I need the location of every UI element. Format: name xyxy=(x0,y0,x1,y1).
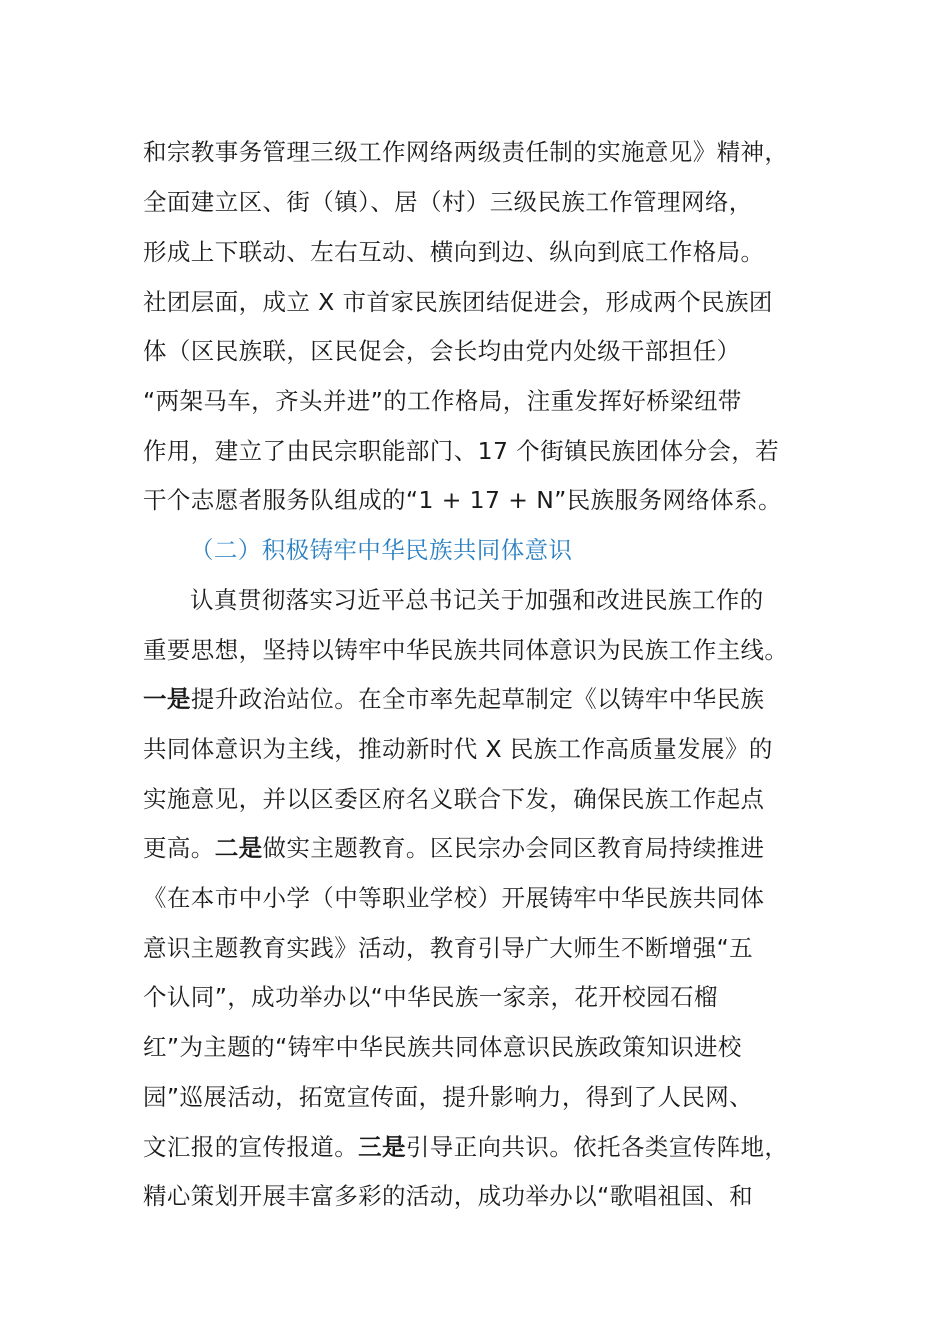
body-text-line: 实施意见，并以区委区府名义联合下发，确保民族工作起点 xyxy=(143,785,765,813)
point-marker-one: 一是 xyxy=(143,685,191,713)
body-text-line xyxy=(143,828,764,868)
point-marker-three: 三是 xyxy=(358,1133,406,1161)
point-marker-two: 二是 xyxy=(214,834,263,862)
body-text-line: 重要思想，坚持以铸牢中华民族共同体意识为民族工作主线。 xyxy=(143,636,789,664)
text-segment: 更高。 xyxy=(143,834,215,862)
body-text-line: 个认同”，成功举办以“中华民族一家亲，花开校园石榴 xyxy=(143,983,718,1011)
body-text-line: 全面建立区、街（镇）、居（村）三级民族工作管理网络， xyxy=(143,188,753,216)
point-text: 做实主题教育。区民宗办会同区教育局持续推进 xyxy=(262,834,765,862)
body-text-line: 共同体意识为主线，推动新时代 X 民族工作高质量发展》的 xyxy=(143,735,773,763)
body-text-line xyxy=(143,679,764,719)
body-text-line: 体（区民族联，区民促会，会长均由党内处级干部担任） xyxy=(143,337,741,365)
section-heading: （二）积极铸牢中华民族共同体意识 xyxy=(190,536,573,564)
body-text-line: “两架马车，齐头并进”的工作格局，注重发挥好桥梁纽带 xyxy=(143,387,742,415)
body-text-line xyxy=(143,1127,788,1167)
point-text: 引导正向共识。依托各类宣传阵地， xyxy=(405,1133,789,1161)
body-text-line: 社团层面，成立 X 市首家民族团结促进会，形成两个民族团 xyxy=(143,288,773,316)
body-text-line: 园”巡展活动，拓宽宣传面，提升影响力，得到了人民网、 xyxy=(143,1083,754,1111)
body-text-line: 作用，建立了由民宗职能部门、17 个街镇民族团体分会，若 xyxy=(143,437,780,465)
point-text: 提升政治站位。在全市率先起草制定《以铸牢中华民族 xyxy=(190,685,765,713)
text-segment: 文汇报的宣传报道。 xyxy=(143,1133,359,1161)
body-text-line: 《在本市中小学（中等职业学校）开展铸牢中华民族共同体 xyxy=(143,884,765,912)
body-text-line: 红”为主题的“铸牢中华民族共同体意识民族政策知识进校 xyxy=(143,1033,742,1061)
body-text-line: 认真贯彻落实习近平总书记关于加强和改进民族工作的 xyxy=(190,586,764,614)
body-text-line: 和宗教事务管理三级工作网络两级责任制的实施意见》精神， xyxy=(143,138,789,166)
body-text-line: 形成上下联动、左右互动、横向到边、纵向到底工作格局。 xyxy=(143,238,765,266)
body-text-line: 意识主题教育实践》活动，教育引导广大师生不断增强“五 xyxy=(143,934,754,962)
body-text-line: 干个志愿者服务队组成的“1 + 17 + N”民族服务网络体系。 xyxy=(143,486,782,514)
body-text-line: 精心策划开展丰富多彩的活动，成功举办以“歌唱祖国、和 xyxy=(143,1182,754,1210)
